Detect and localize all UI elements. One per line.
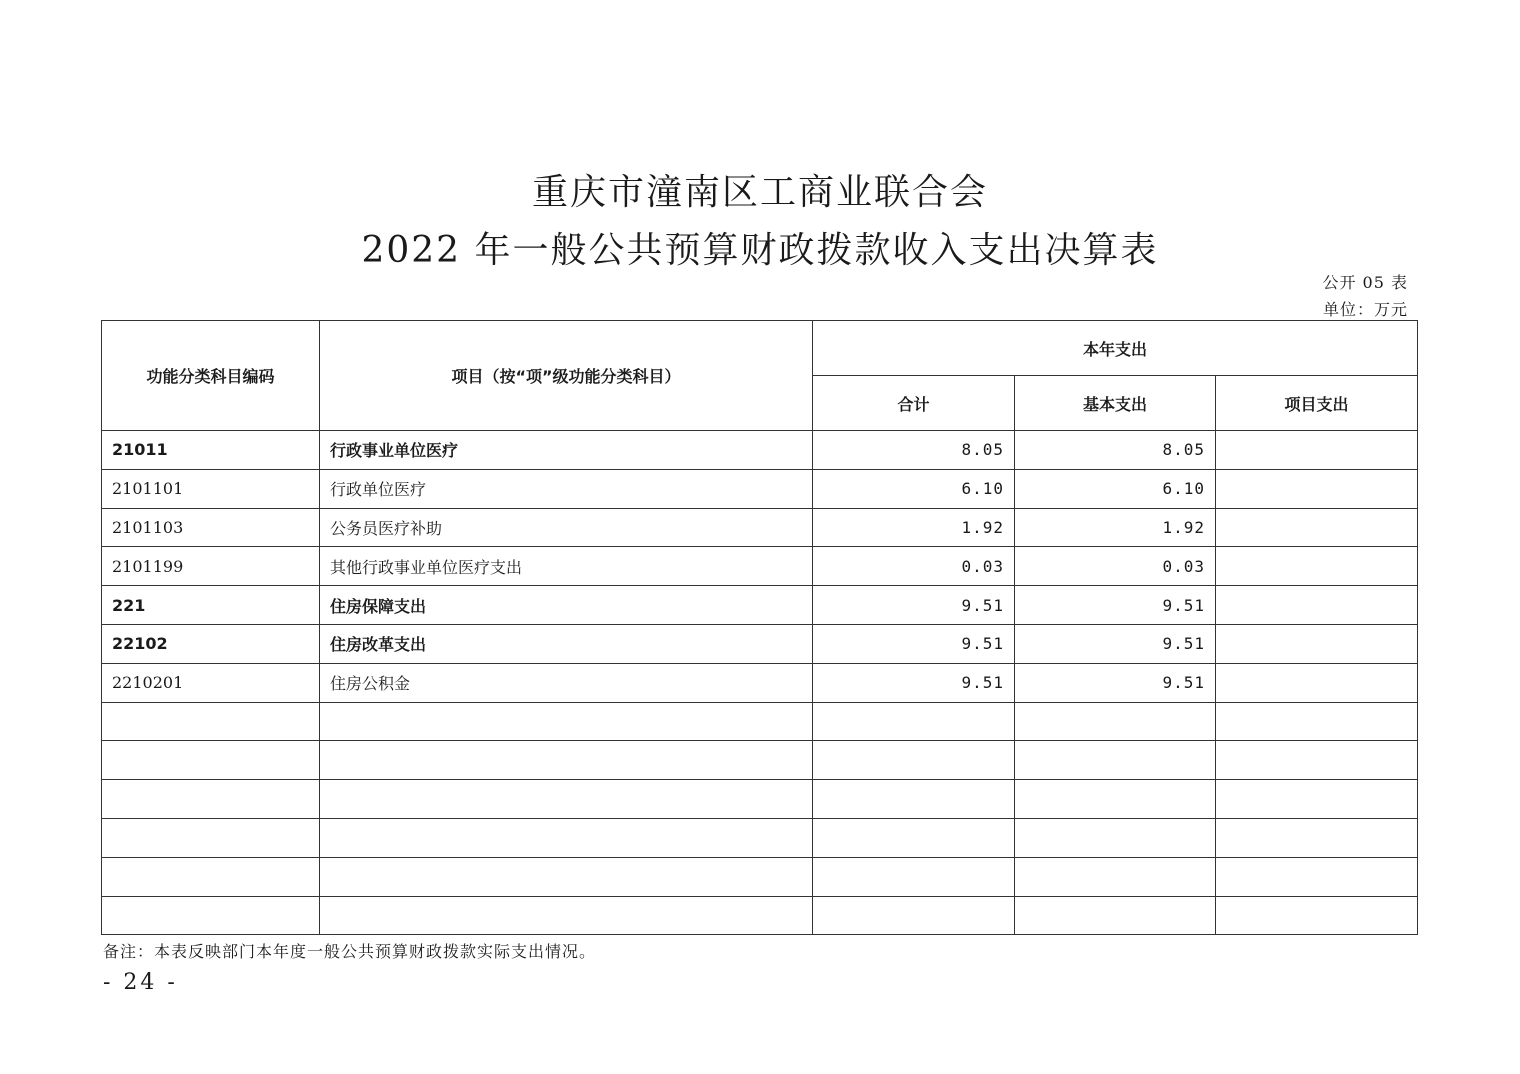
project-cell [1216,896,1418,935]
basic-cell [1015,896,1216,935]
basic-cell [1015,780,1216,819]
unit-label: 单位：万元 [1322,300,1408,319]
table-row [102,586,1418,625]
table-row [102,469,1418,508]
item-name-cell [320,702,813,741]
total-cell: 6.10 [813,469,1015,508]
total-cell: 9.51 [813,624,1015,663]
code-cell [102,896,320,935]
item-name-cell [320,896,813,935]
item-name-cell [320,857,813,896]
basic-cell: 9.51 [1015,663,1216,702]
item-name-cell: 其他行政事业单位医疗支出 [320,547,813,586]
document-title: 重庆市潼南区工商业联合会 [531,172,988,213]
project-cell [1216,586,1418,625]
project-cell [1216,663,1418,702]
code-cell [102,857,320,896]
header-total: 合计 [813,376,1015,431]
code-cell [102,702,320,741]
project-cell [1216,780,1418,819]
table-row [102,508,1418,547]
basic-cell [1015,818,1216,857]
project-cell [1216,857,1418,896]
item-name-cell: 住房改革支出 [320,624,813,663]
table-row [102,896,1418,935]
basic-cell [1015,702,1216,741]
project-cell [1216,508,1418,547]
project-cell [1216,469,1418,508]
project-cell [1216,702,1418,741]
document-subtitle: 2022 年一般公共预算财政拨款收入支出决算表 [361,230,1159,271]
project-cell [1216,547,1418,586]
code-cell: 21011 [102,431,320,470]
code-cell: 2101103 [102,508,320,547]
project-cell [1216,431,1418,470]
basic-cell: 8.05 [1015,431,1216,470]
table-row [102,857,1418,896]
total-cell [813,818,1015,857]
item-name-cell: 行政事业单位医疗 [320,431,813,470]
item-name-cell [320,780,813,819]
code-cell [102,741,320,780]
footnote: 备注：本表反映部门本年度一般公共预算财政拨款实际支出情况。 [103,942,597,961]
total-cell [813,857,1015,896]
total-cell [813,741,1015,780]
page-number: - 24 - [103,970,178,995]
basic-cell: 1.92 [1015,508,1216,547]
header-item: 项目（按“项”级功能分类科目） [320,321,813,431]
item-name-cell: 住房公积金 [320,663,813,702]
total-cell [813,702,1015,741]
header-project: 项目支出 [1216,376,1418,431]
code-cell: 2101199 [102,547,320,586]
budget-table [101,320,1418,935]
total-cell: 0.03 [813,547,1015,586]
basic-cell: 9.51 [1015,586,1216,625]
table-row [102,741,1418,780]
table-row [102,624,1418,663]
table-row [102,780,1418,819]
basic-cell [1015,857,1216,896]
total-cell: 8.05 [813,431,1015,470]
table-row [102,663,1418,702]
form-number: 公开 05 表 [1322,273,1408,292]
basic-cell: 6.10 [1015,469,1216,508]
item-name-cell: 行政单位医疗 [320,469,813,508]
table-row [102,702,1418,741]
code-cell: 221 [102,586,320,625]
item-name-cell [320,741,813,780]
table-header-row [102,321,1418,376]
table-row [102,547,1418,586]
total-cell [813,896,1015,935]
header-basic: 基本支出 [1015,376,1216,431]
code-cell: 2101101 [102,469,320,508]
project-cell [1216,818,1418,857]
basic-cell: 0.03 [1015,547,1216,586]
code-cell [102,818,320,857]
project-cell [1216,624,1418,663]
table-row [102,431,1418,470]
item-name-cell [320,818,813,857]
total-cell: 9.51 [813,663,1015,702]
code-cell [102,780,320,819]
basic-cell [1015,741,1216,780]
total-cell: 1.92 [813,508,1015,547]
total-cell [813,780,1015,819]
table-row [102,818,1418,857]
header-code: 功能分类科目编码 [102,321,320,431]
project-cell [1216,741,1418,780]
header-current-year: 本年支出 [813,321,1418,376]
code-cell: 22102 [102,624,320,663]
item-name-cell: 住房保障支出 [320,586,813,625]
total-cell: 9.51 [813,586,1015,625]
table-body [102,431,1418,935]
item-name-cell: 公务员医疗补助 [320,508,813,547]
basic-cell: 9.51 [1015,624,1216,663]
code-cell: 2210201 [102,663,320,702]
